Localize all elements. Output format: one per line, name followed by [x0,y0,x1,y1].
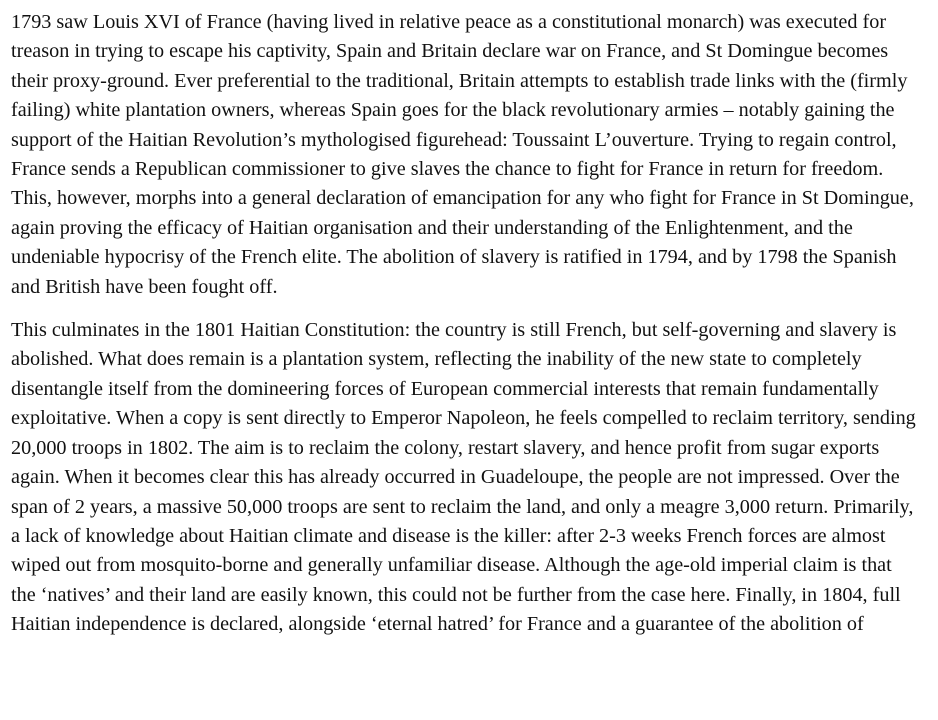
paragraph-2: This culminates in the 1801 Haitian Constitution: the country is still French, but self-governing and slavery is abolished. What does remain is a plantation system, reflecting the inability of the new state to completely disentangle itself from the domineering forces of European commercial interests that remain fundamentally exploitative. When a copy is sent directly to Emperor Napoleon, he feels compelled to reclaim territory, sending 20,000 troops in 1802. The aim is to reclaim the colony, restart slavery, and hence profit from sugar exports again. When it becomes clear this has already occurred in Guadeloupe, the people are not impressed. Over the span of 2 years, a massive 50,000 troops are sent to reclaim the land, and only a meagre 3,000 return. Primarily, a lack of knowledge about Haitian climate and disease is the killer: after 2-3 weeks French forces are almost wiped out from mosquito-borne and generally unfamiliar disease. Although the age-old imperial claim is that the ‘natives’ and their land are easily known, this could not be further from the case here. Finally, in 1804, full Haitian independence is declared, alongside ‘eternal hatred’ for France and a guarantee of the abolition of [11,319,916,636]
paragraph-1: 1793 saw Louis XVI of France (having lived in relative peace as a constitutional monarch) was executed for treason in trying to escape his captivity, Spain and Britain declare war on France, and St Domingue becomes their proxy-ground. Ever preferential to the traditional, Britain attempts to establish trade links with the (firmly failing) white plantation owners, whereas Spain goes for the black revolutionary armies – notably gaining the support of the Haitian Revolution’s mythologised figurehead: Toussaint L’ouverture. Trying to regain control, France sends a Republican commissioner to give slaves the chance to fight for France in return for freedom. This, however, morphs into a general declaration of emancipation for any who fight for France in St Domingue, again proving the efficacy of Haitian organisation and their understanding of the Enlightenment, and the undeniable hypocrisy of the French elite. The abolition of slavery is ratified in 1794, and by 1798 the Spanish and British have been fought off. [11,11,914,298]
article-body [11,8,916,654]
